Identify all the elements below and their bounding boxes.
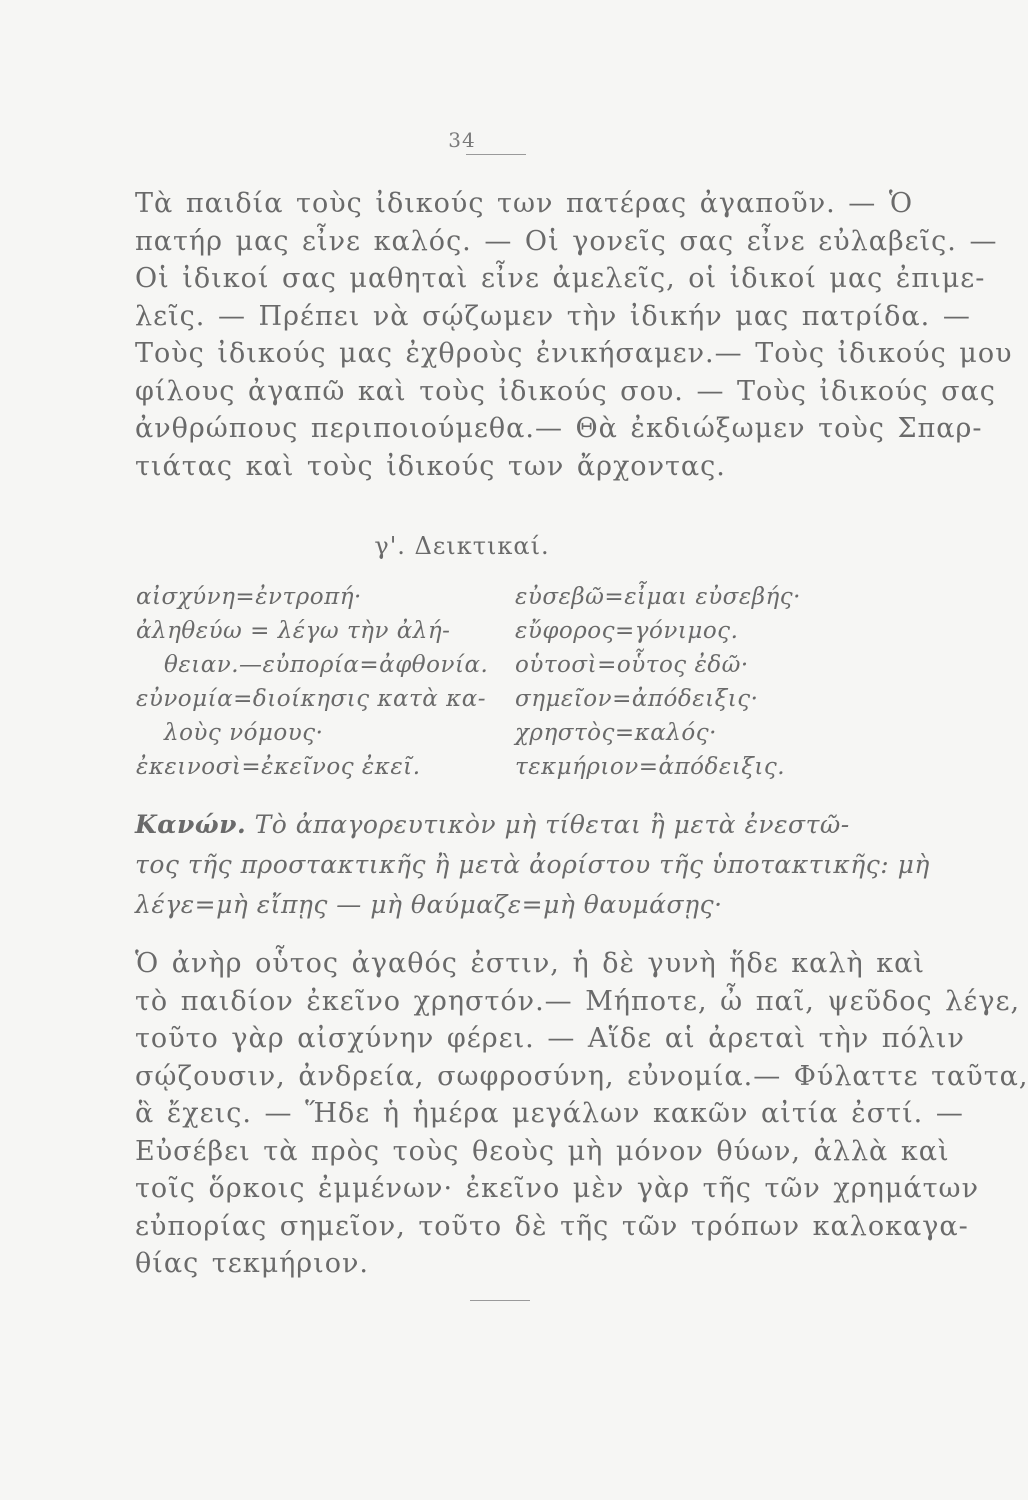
text-line: λεῖς. — Πρέπει νὰ σῴζωμεν τὴν ἰδικήν μας πατρίδα. — [135, 300, 971, 332]
vocab-entry: τεκμήριον=ἀπόδειξις. [515, 754, 786, 780]
vocab-entry: σημεῖον=ἀπόδειξις· [515, 686, 759, 712]
vocab-entry: αἰσχύνη=ἐντροπή· [136, 584, 362, 610]
top-divider [466, 154, 526, 155]
vocab-entry: εὐνομία=διοίκησις κατὰ κα- [136, 686, 486, 712]
text-line: Τὰ παιδία τοὺς ἰδικούς των πατέρας ἀγαποῦν. — Ὁ [135, 188, 914, 219]
paragraph-possessive-examples [135, 185, 1013, 485]
text-line: Ὁ ἀνὴρ οὗτος ἀγαθός ἐστιν, ἡ δὲ γυνὴ ἥδε καλὴ καὶ [135, 948, 925, 979]
vocab-entry: θειαν.—εὐπορία=ἀφθονία. [164, 652, 489, 678]
text-line: Εὐσέβει τὰ πρὸς τοὺς θεοὺς μὴ μόνον θύων, ἀλλὰ καὶ [135, 1135, 950, 1167]
bottom-divider [470, 1300, 530, 1301]
text-line: τιάτας καὶ τοὺς ἰδικούς των ἄρχοντας. [135, 450, 726, 482]
text-line: ἃ ἔχεις. — Ἥδε ἡ ἡμέρα μεγάλων κακῶν αἰτία ἐστί. — [135, 1098, 964, 1129]
vocab-entry: οὑτοσὶ=οὗτος ἐδῶ· [515, 652, 749, 678]
text-line: τοῖς ὅρκοις ἐμμένων· ἐκεῖνο μὲν γὰρ τῆς τῶν χρημάτων [135, 1173, 979, 1204]
rule-line [135, 805, 873, 845]
vocab-entry: εὐσεβῶ=εἶμαι εὐσεβής· [515, 584, 801, 610]
grammar-rule [135, 805, 930, 925]
vocabulary-right-column [515, 580, 801, 784]
rule-line: λέγε=μὴ εἴπῃς — μὴ θαύμαζε=μὴ θαυμάσῃς· [135, 890, 723, 919]
text-line: τοῦτο γὰρ αἰσχύνην φέρει. — Αἵδε αἱ ἀρεταὶ τὴν πόλιν [135, 1023, 965, 1054]
text-line: εὐπορίας σημεῖον, τοῦτο δὲ τῆς τῶν τρόπων καλοκαγα- [135, 1210, 969, 1242]
paragraph-demonstrative-examples [135, 945, 1028, 1283]
rule-text: Τὸ ἀπαγορευτικὸν μὴ τίθεται ἢ μετὰ ἐνεστῶ- [246, 810, 850, 839]
rule-heading: Κανών. [135, 810, 247, 839]
vocab-entry: ἀληθεύω = λέγω τὴν ἀλή- [136, 618, 451, 644]
text-line: θίας τεκμήριον. [135, 1248, 370, 1279]
text-line: Οἱ ἰδικοί σας μαθηταὶ εἶνε ἀμελεῖς, οἱ ἰδικοί μας ἐπιμε- [135, 263, 986, 294]
section-heading: γ'. Δεικτικαί. [374, 532, 550, 560]
page-number: 34 [448, 128, 476, 152]
rule-line: τος τῆς προστακτικῆς ἢ μετὰ ἀορίστου τῆς ὑποτακτικῆς: μὴ [135, 850, 930, 879]
vocab-entry: ἐκεινοσὶ=ἐκεῖνος ἐκεῖ. [136, 754, 421, 780]
text-line: ἀνθρώπους περιποιούμεθα.— Θὰ ἐκδιώξωμεν τοὺς Σπαρ- [135, 413, 983, 444]
text-line: Τοὺς ἰδικούς μας ἐχθροὺς ἐνικήσαμεν.— Τοὺς ἰδικούς μου [135, 338, 1013, 369]
text-line: πατήρ μας εἶνε καλός. — Οἱ γονεῖς σας εἶνε εὐλαβεῖς. — [135, 225, 998, 257]
vocab-entry: χρηστὸς=καλός· [515, 720, 717, 746]
vocabulary-left-column [136, 580, 488, 784]
vocab-entry: εὔφορος=γόνιμος. [515, 618, 739, 644]
text-line: τὸ παιδίον ἐκεῖνο χρηστόν.— Μήποτε, ὦ παῖ, ψεῦδος λέγε, [135, 985, 1021, 1017]
vocab-entry: λοὺς νόμους· [164, 720, 324, 746]
text-line: φίλους ἀγαπῶ καὶ τοὺς ἰδικούς σου. — Τοὺς ἰδικούς σας [135, 375, 996, 407]
text-line: σῴζουσιν, ἀνδρεία, σωφροσύνη, εὐνομία.— Φύλαττε ταῦτα, [135, 1060, 1028, 1092]
